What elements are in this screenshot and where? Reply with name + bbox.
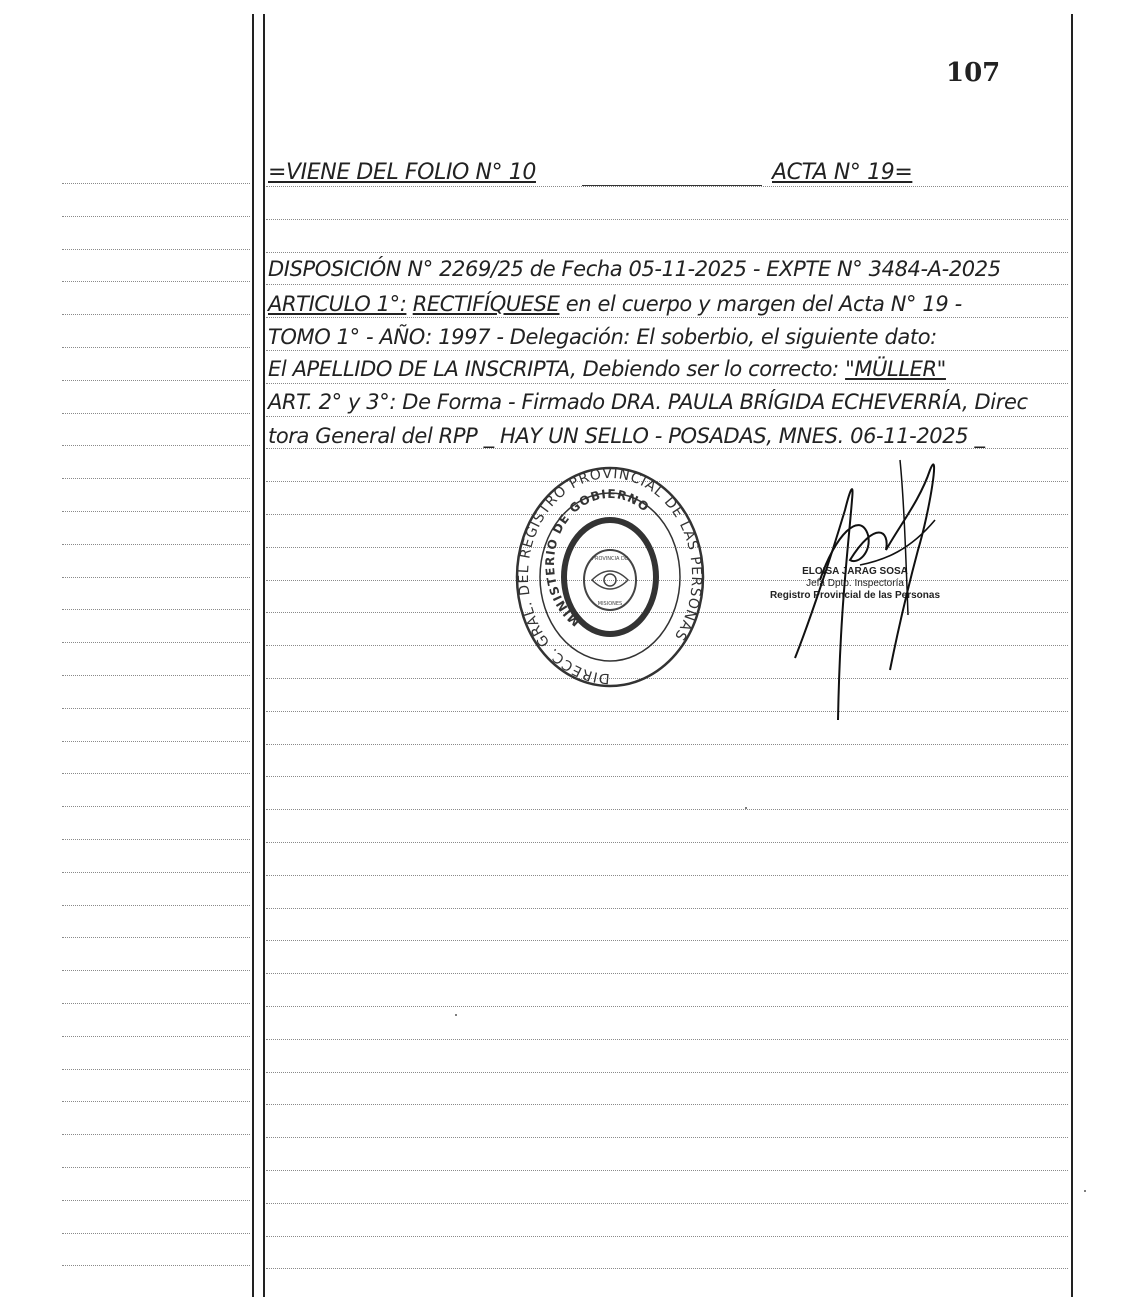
- seal-emblem-icon: [584, 550, 636, 610]
- ruled-line-body: [266, 973, 1068, 974]
- ruled-line-body: [266, 842, 1068, 843]
- ruled-line-margin: [62, 1003, 250, 1004]
- note-line-4-lead: El APELLIDO DE LA INSCRIPTA, Debiendo ser lo correcto:: [268, 357, 846, 381]
- ruled-line-body: [266, 1170, 1068, 1171]
- seal-emblem-bottom-text: MISIONES: [597, 601, 623, 607]
- note-line-4: [268, 357, 946, 381]
- ruled-line-body: [266, 383, 1068, 384]
- note-line-6: tora General del RPP _ HAY UN SELLO - POSADAS, MNES. 06-11-2025 _: [268, 424, 985, 448]
- seal-outer-text: DIRECC. GRAL. DEL REGISTRO PROVINCIAL DE LAS PERSONAS: [515, 465, 705, 687]
- ruled-line-margin: [62, 773, 250, 774]
- header-left-text: =VIENE DEL FOLIO N° 10: [268, 160, 536, 185]
- ruled-line-margin: [62, 445, 250, 446]
- ruled-line-body: [266, 1104, 1068, 1105]
- ink-speck: [455, 1014, 457, 1016]
- ruled-line-body: [266, 284, 1068, 285]
- ruled-line-margin: [62, 281, 250, 282]
- ink-speck: [1084, 1190, 1086, 1192]
- header-right-text: ACTA N° 19=: [772, 160, 913, 185]
- ruled-line-body: [266, 186, 1068, 187]
- seal-emblem-top-text: PROVINCIA DE: [592, 556, 628, 562]
- ruled-line-margin: [62, 642, 250, 643]
- ruled-line-body: [266, 1006, 1068, 1007]
- ruled-line-body: [266, 1268, 1068, 1269]
- ruled-line-margin: [62, 216, 250, 217]
- ruled-line-body: [266, 1137, 1068, 1138]
- ruled-line-margin: [62, 1069, 250, 1070]
- note-corrected-surname: "MÜLLER": [845, 357, 946, 381]
- ruled-line-margin: [62, 1200, 250, 1201]
- folio-number: 107: [946, 58, 1001, 88]
- ruled-line-margin: [62, 905, 250, 906]
- official-seal-stamp: [510, 462, 710, 692]
- ruled-line-margin: [62, 806, 250, 807]
- ruled-line-margin: [62, 544, 250, 545]
- ruled-line-body: [266, 252, 1068, 253]
- ruled-line-margin: [62, 937, 250, 938]
- note-article-label: ARTICULO 1°:: [268, 292, 407, 316]
- ruled-line-margin: [62, 609, 250, 610]
- ruled-line-margin: [62, 478, 250, 479]
- ruled-line-margin: [62, 183, 250, 184]
- ruled-line-margin: [62, 1233, 250, 1234]
- ruled-line-body: [266, 317, 1068, 318]
- handwritten-signature: [790, 440, 970, 730]
- signatory-name: ELOISA JARAG SOSA: [802, 566, 908, 577]
- ruled-line-margin: [62, 872, 250, 873]
- ruled-line-margin: [62, 380, 250, 381]
- ruled-line-margin: [62, 839, 250, 840]
- ruled-line-margin: [62, 1101, 250, 1102]
- ruled-line-body: [266, 219, 1068, 220]
- ruled-line-margin: [62, 577, 250, 578]
- right-border-line: [1071, 14, 1073, 1297]
- note-line-1: DISPOSICIÓN N° 2269/25 de Fecha 05-11-2025 - EXPTE N° 3484-A-2025: [268, 257, 1001, 281]
- header-acta: [772, 160, 912, 185]
- ruled-line-margin: [62, 1167, 250, 1168]
- seal-inner-text: MINISTERIO DE GOBIERNO: [542, 486, 653, 630]
- header-viene-del-folio: [268, 160, 536, 185]
- ruled-line-body: [266, 416, 1068, 417]
- ruled-line-margin: [62, 1265, 250, 1266]
- ruled-line-body: [266, 809, 1068, 810]
- ink-speck: [745, 807, 747, 809]
- note-line-3: TOMO 1° - AÑO: 1997 - Delegación: El soberbio, el siguiente dato:: [268, 325, 937, 349]
- ruled-line-margin: [62, 249, 250, 250]
- ruled-line-margin: [62, 741, 250, 742]
- ruled-line-body: [266, 350, 1068, 351]
- ruled-line-body: [266, 1072, 1068, 1073]
- ruled-line-margin: [62, 708, 250, 709]
- ruled-line-margin: [62, 413, 250, 414]
- ruled-line-margin: [62, 1134, 250, 1135]
- ruled-line-margin: [62, 970, 250, 971]
- ruled-line-body: [266, 875, 1068, 876]
- note-line-2: [268, 292, 962, 316]
- note-rectifiquese: RECTIFÍQUESE: [412, 292, 560, 316]
- ruled-line-body: [266, 940, 1068, 941]
- margin-line-right: [263, 14, 265, 1297]
- ruled-line-margin: [62, 675, 250, 676]
- ruled-line-body: [266, 744, 1068, 745]
- ruled-line-margin: [62, 314, 250, 315]
- signatory-office: Registro Provincial de las Personas: [769, 590, 941, 601]
- ruled-line-margin: [62, 1036, 250, 1037]
- ruled-line-margin: [62, 347, 250, 348]
- ruled-line-body: [266, 1039, 1068, 1040]
- ruled-line-body: [266, 908, 1068, 909]
- header-dash-line: [582, 185, 762, 186]
- ruled-line-body: [266, 1203, 1068, 1204]
- note-line-5: ART. 2° y 3°: De Forma - Firmado DRA. PAULA BRÍGIDA ECHEVERRÍA, Direc: [268, 390, 1028, 414]
- signatory-title: Jefa Dpto. Inspectoría: [806, 578, 904, 589]
- ruled-line-body: [266, 776, 1068, 777]
- ruled-line-margin: [62, 511, 250, 512]
- margin-line-left: [252, 14, 254, 1297]
- note-line-2-rest: en el cuerpo y margen del Acta N° 19 -: [559, 292, 962, 316]
- ruled-line-body: [266, 1236, 1068, 1237]
